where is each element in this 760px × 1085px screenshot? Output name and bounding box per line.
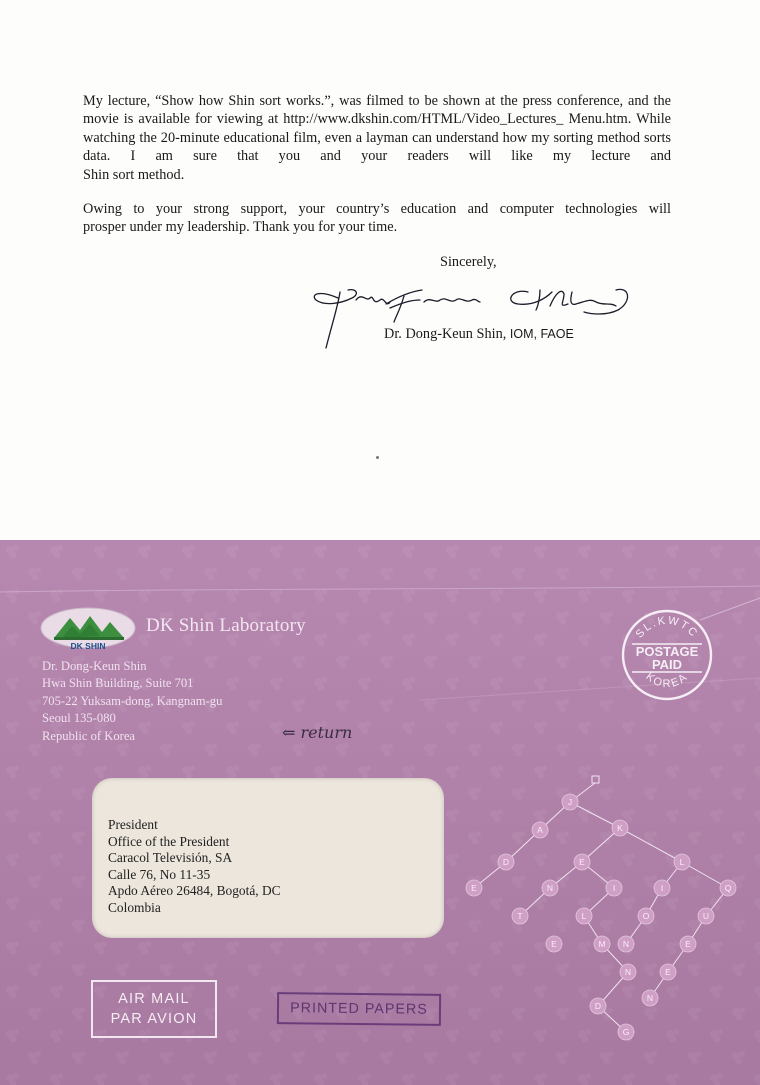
tree-node-label: E: [579, 857, 585, 868]
sender-line: Republic of Korea: [42, 728, 136, 743]
dk-shin-logo: [40, 606, 136, 652]
tree-node-label: N: [646, 993, 654, 1004]
tree-node-label: J: [567, 797, 573, 808]
tree-node: [546, 936, 562, 952]
tree-node-label: I: [612, 883, 616, 894]
tree-node: [620, 964, 636, 980]
recipient-line: Caracol Televisión, SA: [108, 850, 233, 866]
letter-line: Shin sort method.: [83, 166, 185, 183]
tree-node: [698, 908, 714, 924]
sender-address: [42, 658, 222, 745]
airmail-label: [91, 980, 217, 1038]
stamp-line1: POSTAGE: [635, 644, 699, 659]
sender-line: Dr. Dong-Keun Shin: [42, 659, 147, 673]
tree-node: [574, 854, 590, 870]
tree-node: [642, 990, 658, 1006]
tree-node-label: E: [551, 939, 557, 950]
closing: Sincerely,: [440, 254, 497, 270]
airmail-line1: AIR MAIL: [118, 991, 190, 1007]
recipient-line: President: [108, 817, 158, 832]
tree-node-label: N: [622, 939, 630, 950]
handwritten-note-text: ⇐ return: [282, 723, 353, 742]
signer-postnominals: IOM, FAOE: [509, 327, 574, 341]
tree-node: [618, 936, 634, 952]
tree-node: [612, 820, 628, 836]
letter-line: My lecture, “Show how Shin sort works.”, was filmed to be shown at the press conference,: [83, 93, 624, 109]
tree-node: [512, 908, 528, 924]
tree-node-label: U: [702, 911, 710, 922]
tree-node-label: T: [517, 911, 523, 922]
signer-name: Dr. Dong-Keun Shin,: [384, 326, 507, 342]
letter-page: [0, 0, 760, 540]
tree-node: [562, 794, 578, 810]
recipient-line: Calle 76, No 11-35: [108, 866, 211, 882]
letter-line: and the movie is available for viewing at http://www.dkshin.com/HTML/Video_Lectures_: [83, 93, 672, 128]
tree-node-label: D: [594, 1001, 602, 1012]
tree-node: [532, 822, 548, 838]
tree-node: [674, 854, 690, 870]
tree-start-marker: [592, 776, 599, 783]
letter-paragraph-1: [83, 92, 671, 184]
tree-node-label: I: [660, 883, 664, 894]
tree-node-label: K: [617, 823, 623, 834]
tree-node-label: E: [665, 967, 671, 978]
stamp-top-arc: SL.KWTC: [633, 614, 701, 641]
tree-node-label: D: [502, 857, 510, 868]
tree-node-label: L: [581, 911, 587, 922]
tree-node-label: N: [624, 967, 632, 978]
envelope: [0, 540, 760, 1085]
logo-text: DK SHIN: [70, 641, 106, 651]
tree-node: [638, 908, 654, 924]
tree-node: [618, 1024, 634, 1040]
letter-line: how my sorting method sorts data. I am sure that you and your readers will like my lecture and: [83, 129, 672, 165]
airmail-line2: PAR AVION: [110, 1011, 198, 1027]
tree-node: [594, 936, 610, 952]
tree-node-label: Q: [724, 883, 732, 894]
stamp-bottom-arc: KOREA: [643, 670, 691, 691]
tree-edge: [570, 802, 620, 828]
tree-node-label: E: [685, 939, 691, 950]
shin-sort-tree-graphic: [440, 770, 760, 1080]
tree-node-label: G: [622, 1027, 630, 1038]
tree-node: [720, 880, 736, 896]
tree-node: [590, 998, 606, 1014]
tree-node: [542, 880, 558, 896]
tree-node: [576, 908, 592, 924]
letter-line: prosper under my leadership. Thank you for your time.: [83, 219, 398, 236]
tree-node-label: A: [537, 825, 543, 836]
sender-line: Seoul 135-080: [42, 711, 116, 726]
recipient-line: Colombia: [108, 899, 161, 915]
tree-node-label: L: [679, 857, 685, 868]
tree-node: [680, 936, 696, 952]
signature: [300, 262, 640, 358]
tree-node-label: E: [471, 883, 477, 894]
sender-line: Hwa Shin Building, Suite 701: [42, 676, 194, 691]
recipient-line: Office of the President: [108, 833, 230, 849]
printed-papers-stamp: PRINTED PAPERS: [277, 992, 441, 1026]
letter-line: Owing to your strong support, your country’s education and computer technologies will: [83, 201, 671, 217]
tree-node: [654, 880, 670, 896]
tree-node-label: M: [598, 939, 606, 950]
tree-node: [498, 854, 514, 870]
svg-text:KOREA: [643, 671, 690, 690]
letter-paragraph-2: [83, 200, 671, 237]
stamp-line2: PAID: [651, 657, 683, 672]
sender-line: 705-22 Yuksam-dong, Kangnam-gu: [42, 693, 223, 708]
handwritten-return-note: [280, 714, 396, 750]
tree-node: [606, 880, 622, 896]
letter-line: Menu.htm. While watching the 20-minute educational film, even a layman can understand: [83, 111, 672, 146]
tree-node-label: O: [642, 911, 650, 922]
recipient-line: Apdo Aéreo 26484, Bogotá, DC: [108, 883, 281, 899]
tree-node: [660, 964, 676, 980]
recipient-address: [108, 817, 281, 917]
lab-name: DK Shin Laboratory: [146, 615, 306, 636]
tree-node-label: N: [546, 883, 554, 894]
tree-edge: [620, 828, 682, 862]
paper-speck: [376, 456, 379, 459]
tree-node: [466, 880, 482, 896]
signer-block: [384, 326, 574, 343]
postage-paid-stamp: [620, 608, 714, 702]
